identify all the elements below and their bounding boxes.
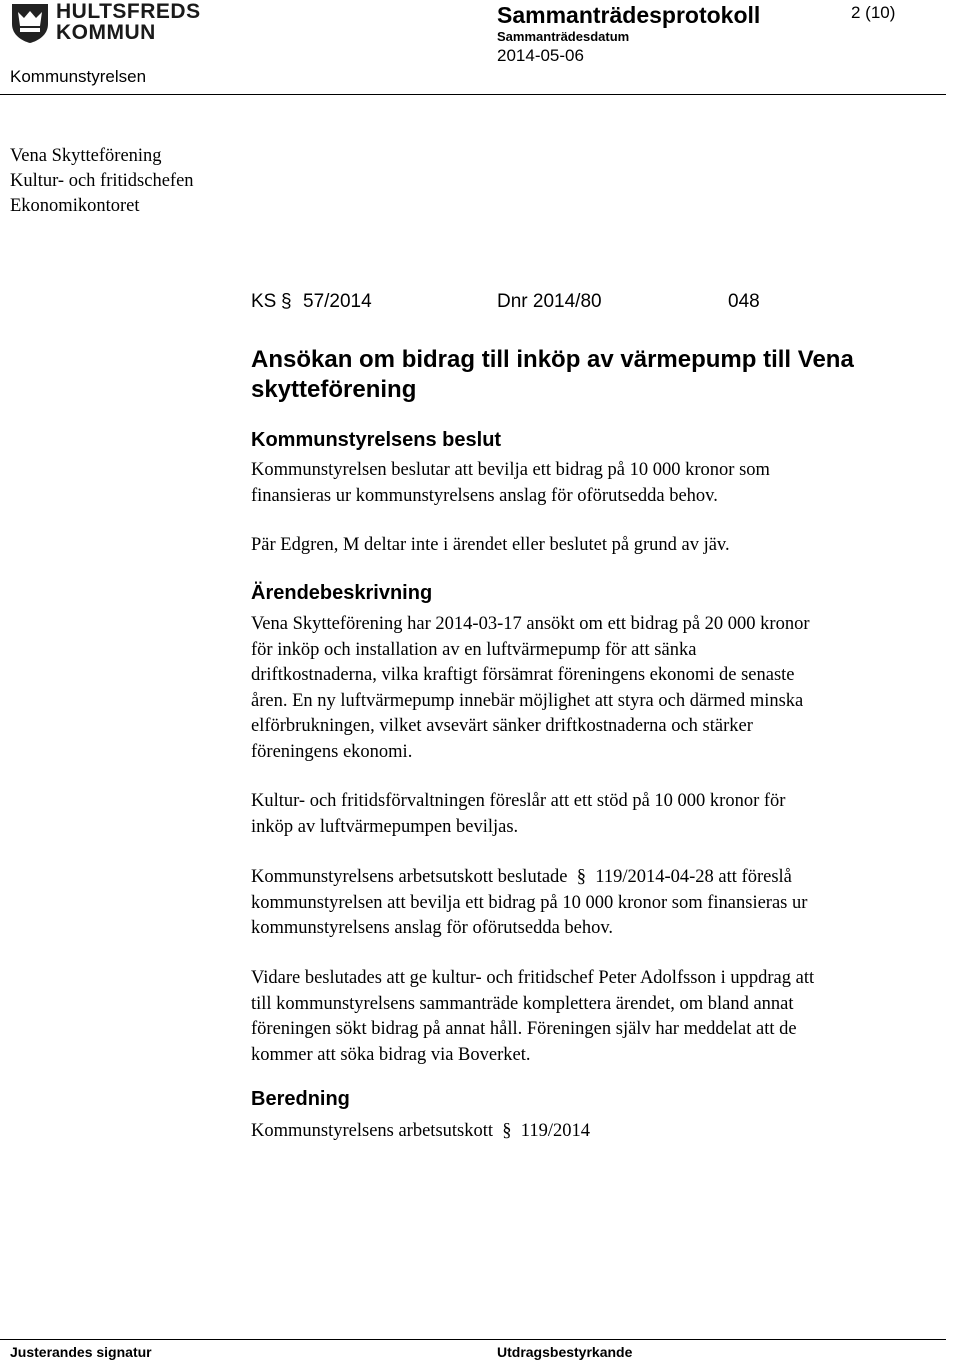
section-sign-icon: § bbox=[281, 291, 292, 312]
certification-label: Utdragsbestyrkande bbox=[497, 1344, 633, 1360]
text-line: kommer att söka bidrag via Boverket. bbox=[251, 1044, 531, 1065]
text-segment: 119/2014-04-28 att föreslå bbox=[595, 867, 792, 887]
logo-text-line1: HULTSFREDS bbox=[56, 0, 201, 23]
text-segment: Kommunstyrelsens arbetsutskott beslutade bbox=[251, 867, 568, 887]
footer-divider bbox=[0, 1339, 946, 1340]
text-line: kommunstyrelsen att bevilja ett bidrag på 10 000 kronor som finansieras ur bbox=[251, 892, 808, 913]
preparation-text bbox=[251, 1119, 941, 1145]
recipient: Kultur- och fritidschefen bbox=[10, 171, 194, 191]
case-title-line: Ansökan om bidrag till inköp av värmepump till Vena bbox=[251, 346, 854, 373]
text-line: Kommunstyrelsen beslutar att bevilja ett bidrag på 10 000 kronor som bbox=[251, 460, 770, 480]
organization-name: Kommunstyrelsen bbox=[10, 67, 147, 86]
date-label: Sammanträdesdatum bbox=[497, 29, 630, 44]
text-line: Kultur- och fritidsförvaltningen föreslår att ett stöd på 10 000 kronor för bbox=[251, 791, 786, 811]
case-prefix: KS bbox=[251, 291, 277, 312]
preparation-heading: Beredning bbox=[251, 1088, 350, 1110]
text-line: kommunstyrelsens anslag för oförutsedda behov. bbox=[251, 918, 614, 938]
conflict-of-interest-note: Pär Edgren, M deltar inte i ärendet eller beslutet på grund av jäv. bbox=[251, 535, 730, 555]
coat-of-arms-icon bbox=[10, 2, 50, 44]
description-heading: Ärendebeskrivning bbox=[251, 582, 433, 604]
text-segment: Kommunstyrelsens arbetsutskott bbox=[251, 1121, 494, 1141]
text-line: Vena Skytteförening har 2014-03-17 ansökt om ett bidrag på 20 000 kronor bbox=[251, 614, 810, 634]
signature-label: Justerandes signatur bbox=[10, 1344, 152, 1360]
description-paragraph-4 bbox=[251, 966, 941, 1068]
page-number: 2 (10) bbox=[851, 3, 896, 22]
text-line: finansieras ur kommunstyrelsens anslag för oförutsedda behov. bbox=[251, 485, 718, 506]
header-divider bbox=[0, 94, 946, 95]
meeting-date: 2014-05-06 bbox=[497, 46, 584, 65]
municipality-logo bbox=[10, 0, 201, 44]
text-line bbox=[251, 865, 941, 891]
decision-heading: Kommunstyrelsens beslut bbox=[251, 429, 502, 451]
case-code: 048 bbox=[728, 291, 760, 312]
case-title-line: skytteförening bbox=[251, 376, 417, 403]
recipient: Vena Skytteförening bbox=[10, 146, 162, 166]
section-sign-icon: § bbox=[497, 1121, 517, 1141]
case-dnr: Dnr 2014/80 bbox=[497, 291, 602, 312]
text-line: inköp av luftvärmepumpen beviljas. bbox=[251, 816, 519, 837]
case-paragraph: 57/2014 bbox=[303, 291, 372, 312]
case-title bbox=[251, 345, 931, 405]
description-paragraph-3 bbox=[251, 865, 941, 942]
recipient-list bbox=[10, 144, 194, 219]
description-paragraph-1 bbox=[251, 612, 941, 765]
document-title: Sammanträdesprotokoll bbox=[497, 2, 761, 28]
recipient: Ekonomikontoret bbox=[10, 196, 140, 216]
section-sign-icon: § bbox=[572, 867, 591, 887]
text-line: till kommunstyrelsens sammanträde komplettera ärendet, om bland annat bbox=[251, 993, 794, 1014]
text-line: föreningen sökt bidrag på annat håll. Föreningen själv har meddelat att de bbox=[251, 1019, 797, 1039]
text-line: elförbrukningen, vilket avsevärt sänker driftkostnaderna och stärker bbox=[251, 716, 753, 736]
text-segment: 119/2014 bbox=[520, 1121, 590, 1141]
logo-text-line2: KOMMUN bbox=[56, 21, 156, 44]
text-line: driftkostnaderna, vilka kraftigt försämrat föreningens ekonomi de senaste bbox=[251, 665, 795, 685]
decision-text bbox=[251, 458, 941, 509]
text-line: föreningens ekonomi. bbox=[251, 741, 413, 762]
text-line: Vidare beslutades att ge kultur- och fritidschef Peter Adolfsson i uppdrag att bbox=[251, 968, 815, 988]
text-line: för inköp och installation av en luftvärmepump för att sänka bbox=[251, 639, 697, 660]
description-paragraph-2 bbox=[251, 789, 941, 840]
text-line: åren. En ny luftvärmepump innebär möjlighet att styra och därmed minska bbox=[251, 690, 804, 711]
